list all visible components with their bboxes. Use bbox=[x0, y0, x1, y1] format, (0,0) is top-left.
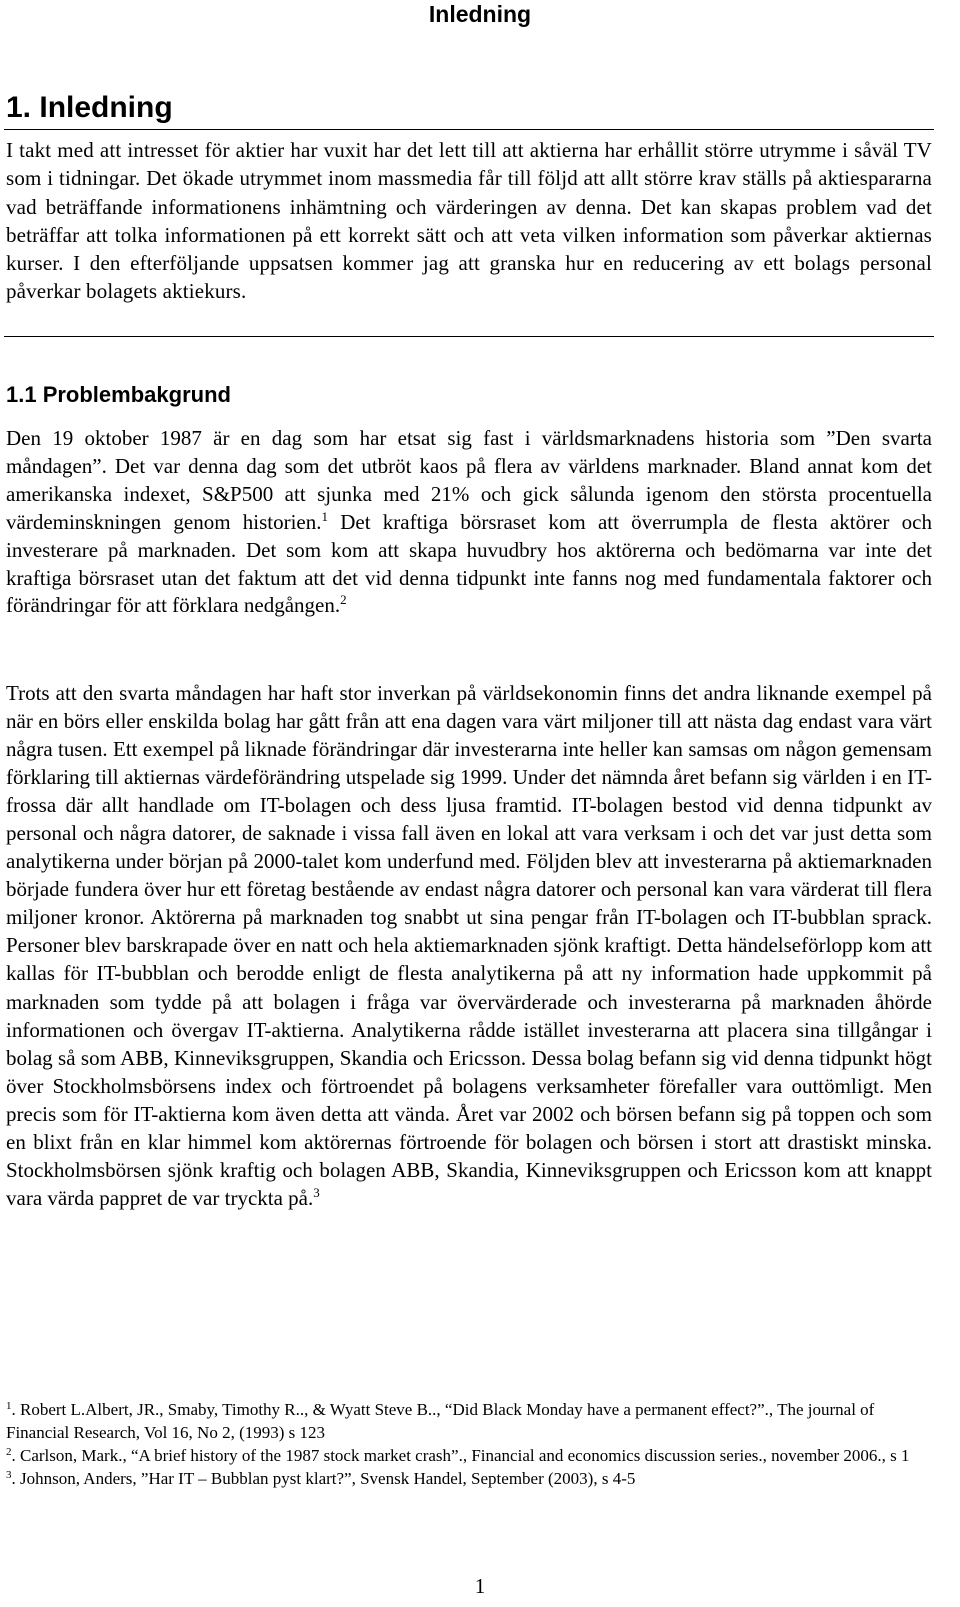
running-header: Inledning bbox=[428, 1, 532, 27]
paragraph-text: Det kraftiga börsraset kom att överrumpla de flesta aktörer och investerare på marknaden. Det som kom att skapa huvudbry hos aktörerna och bedömarna var inte det kraftiga börsraset utan det faktum att det vid denna tidpunkt inte fanns nog med fundamentala faktorer och förändringar för att förklara nedgången. bbox=[6, 509, 932, 618]
page-number: 1 bbox=[474, 1574, 486, 1598]
footnote-2 bbox=[6, 1444, 932, 1467]
footnote-ref-2: 2 bbox=[340, 592, 347, 608]
footnotes bbox=[6, 1398, 932, 1490]
footnote-text: . Johnson, Anders, ”Har IT – Bubblan pyst klart?”, Svensk Handel, September (2003), s 4-5 bbox=[11, 1469, 636, 1488]
footnote-1 bbox=[6, 1398, 932, 1444]
body-paragraph-2 bbox=[6, 679, 932, 1212]
footnote-number: 3 bbox=[6, 1469, 12, 1481]
footnote-3 bbox=[6, 1467, 932, 1490]
intro-paragraph: I takt med att intresset för aktier har vuxit har det lett till att aktierna har erhållit större utrymme i såväl TV som i tidningar. Det ökade utrymmet inom massmedia får till följd att allt större krav ställs på aktiespararna vad beträffande informationens inhämtning och värderingen av denna. Det kan skapas problem vad det beträffar att tolka informationen på ett korrekt sätt och att veta vilken information som påverkar aktiernas kurser. I den efterföljande uppsatsen kommer jag att granska hur en reducering av ett bolags personal påverkar bolagets aktiekurs. bbox=[6, 138, 932, 304]
footnote-number: 2 bbox=[6, 1446, 12, 1458]
footnote-text: . Robert L.Albert, JR., Smaby, Timothy R.., & Wyatt Steve B.., “Did Black Monday have a permanent effect?”., The journal of Financial Research, Vol 16, No 2, (1993) s 123 bbox=[6, 1400, 875, 1442]
paragraph-text: Trots att den svarta måndagen har haft stor inverkan på världsekonomin finns det andra liknande exempel på när en börs eller enskilda bolag har gått från att ena dagen vara värt miljoner till att nästa dag endast vara värt några tusen. Ett exempel på liknade förändringar där investerarna inte heller kan samsas om någon gemensam förklaring till aktiernas värdeförändring utspelade sig 1999. Under det nämnda året befann sig världen i en IT-frossa där allt handlade om IT-bolagen och dess ljusa framtid. IT-bolagen bestod vid denna tidpunkt av personal och några datorer, de saknade i vissa fall även en lokal att vara verksam i och det var just detta som analytikerna under början på 2000-talet kom underfund med. Följden blev att investerarna på aktiemarknaden började fundera över hur ett företag bestående av endast några datorer och personal kan vara värderat till flera miljoner kronor. Aktörerna på marknaden tog snabbt ut sina pengar från IT-bolagen och IT-bubblan sprack. Personer blev barskrapade över en natt och hela aktiemarknaden sjönk kraftigt. Detta händelseförlopp kom att kallas för IT-bubblan och berodde enligt de flesta analytikerna på att ny information hade uppkommit på marknaden som tydde på att bolagen i fråga var övervärderade och investerarna på marknaden åhörde informationen och övergav IT-aktierna. Analytikerna rådde istället investerarna att placera sina tillgångar i bolag så som ABB, Kinneviksgruppen, Skandia och Ericsson. Dessa bolag befann sig vid denna tidpunkt högt över Stockholmsbörsens index och förtroendet på bolagens verksamheter förefaller vara outtömligt. Men precis som för IT-aktierna kom även detta att vända. Året var 2002 och börsen befann sig på toppen och som en blixt från en klar himmel kom aktörernas förtroende för bolagen och börsen i stort att drastiskt minska. Stockholmsbörsen sjönk kraftig och bolagen ABB, Skandia, Kinneviksgruppen och Ericsson kom att knappt vara värda pappret de var tryckta på. bbox=[6, 681, 932, 1210]
intro-top-rule bbox=[4, 129, 934, 130]
body-paragraph-1 bbox=[6, 425, 932, 620]
footnote-text: . Carlson, Mark., “A brief history of the 1987 stock market crash”., Financial and economics discussion series., november 2006., s 1 bbox=[11, 1446, 910, 1465]
paragraph-text: Den 19 oktober 1987 är en dag som har etsat sig fast i världsmarknadens historia som ”Den svarta måndagen”. Det var denna dag som det utbröt kaos på flera av världens marknader. Bland annat kom det amerikanska indexet, S&P500 att sjunka med 21% och gick sålunda igenom den största procentuella värdeminskningen genom historien. bbox=[6, 426, 932, 534]
chapter-heading: 1. Inledning bbox=[6, 91, 173, 124]
footnote-ref-3: 3 bbox=[313, 1184, 320, 1200]
footnote-number: 1 bbox=[6, 1400, 12, 1412]
section-heading: 1.1 Problembakgrund bbox=[6, 382, 231, 407]
intro-bottom-rule bbox=[4, 336, 934, 337]
footnote-ref-1: 1 bbox=[321, 508, 328, 524]
